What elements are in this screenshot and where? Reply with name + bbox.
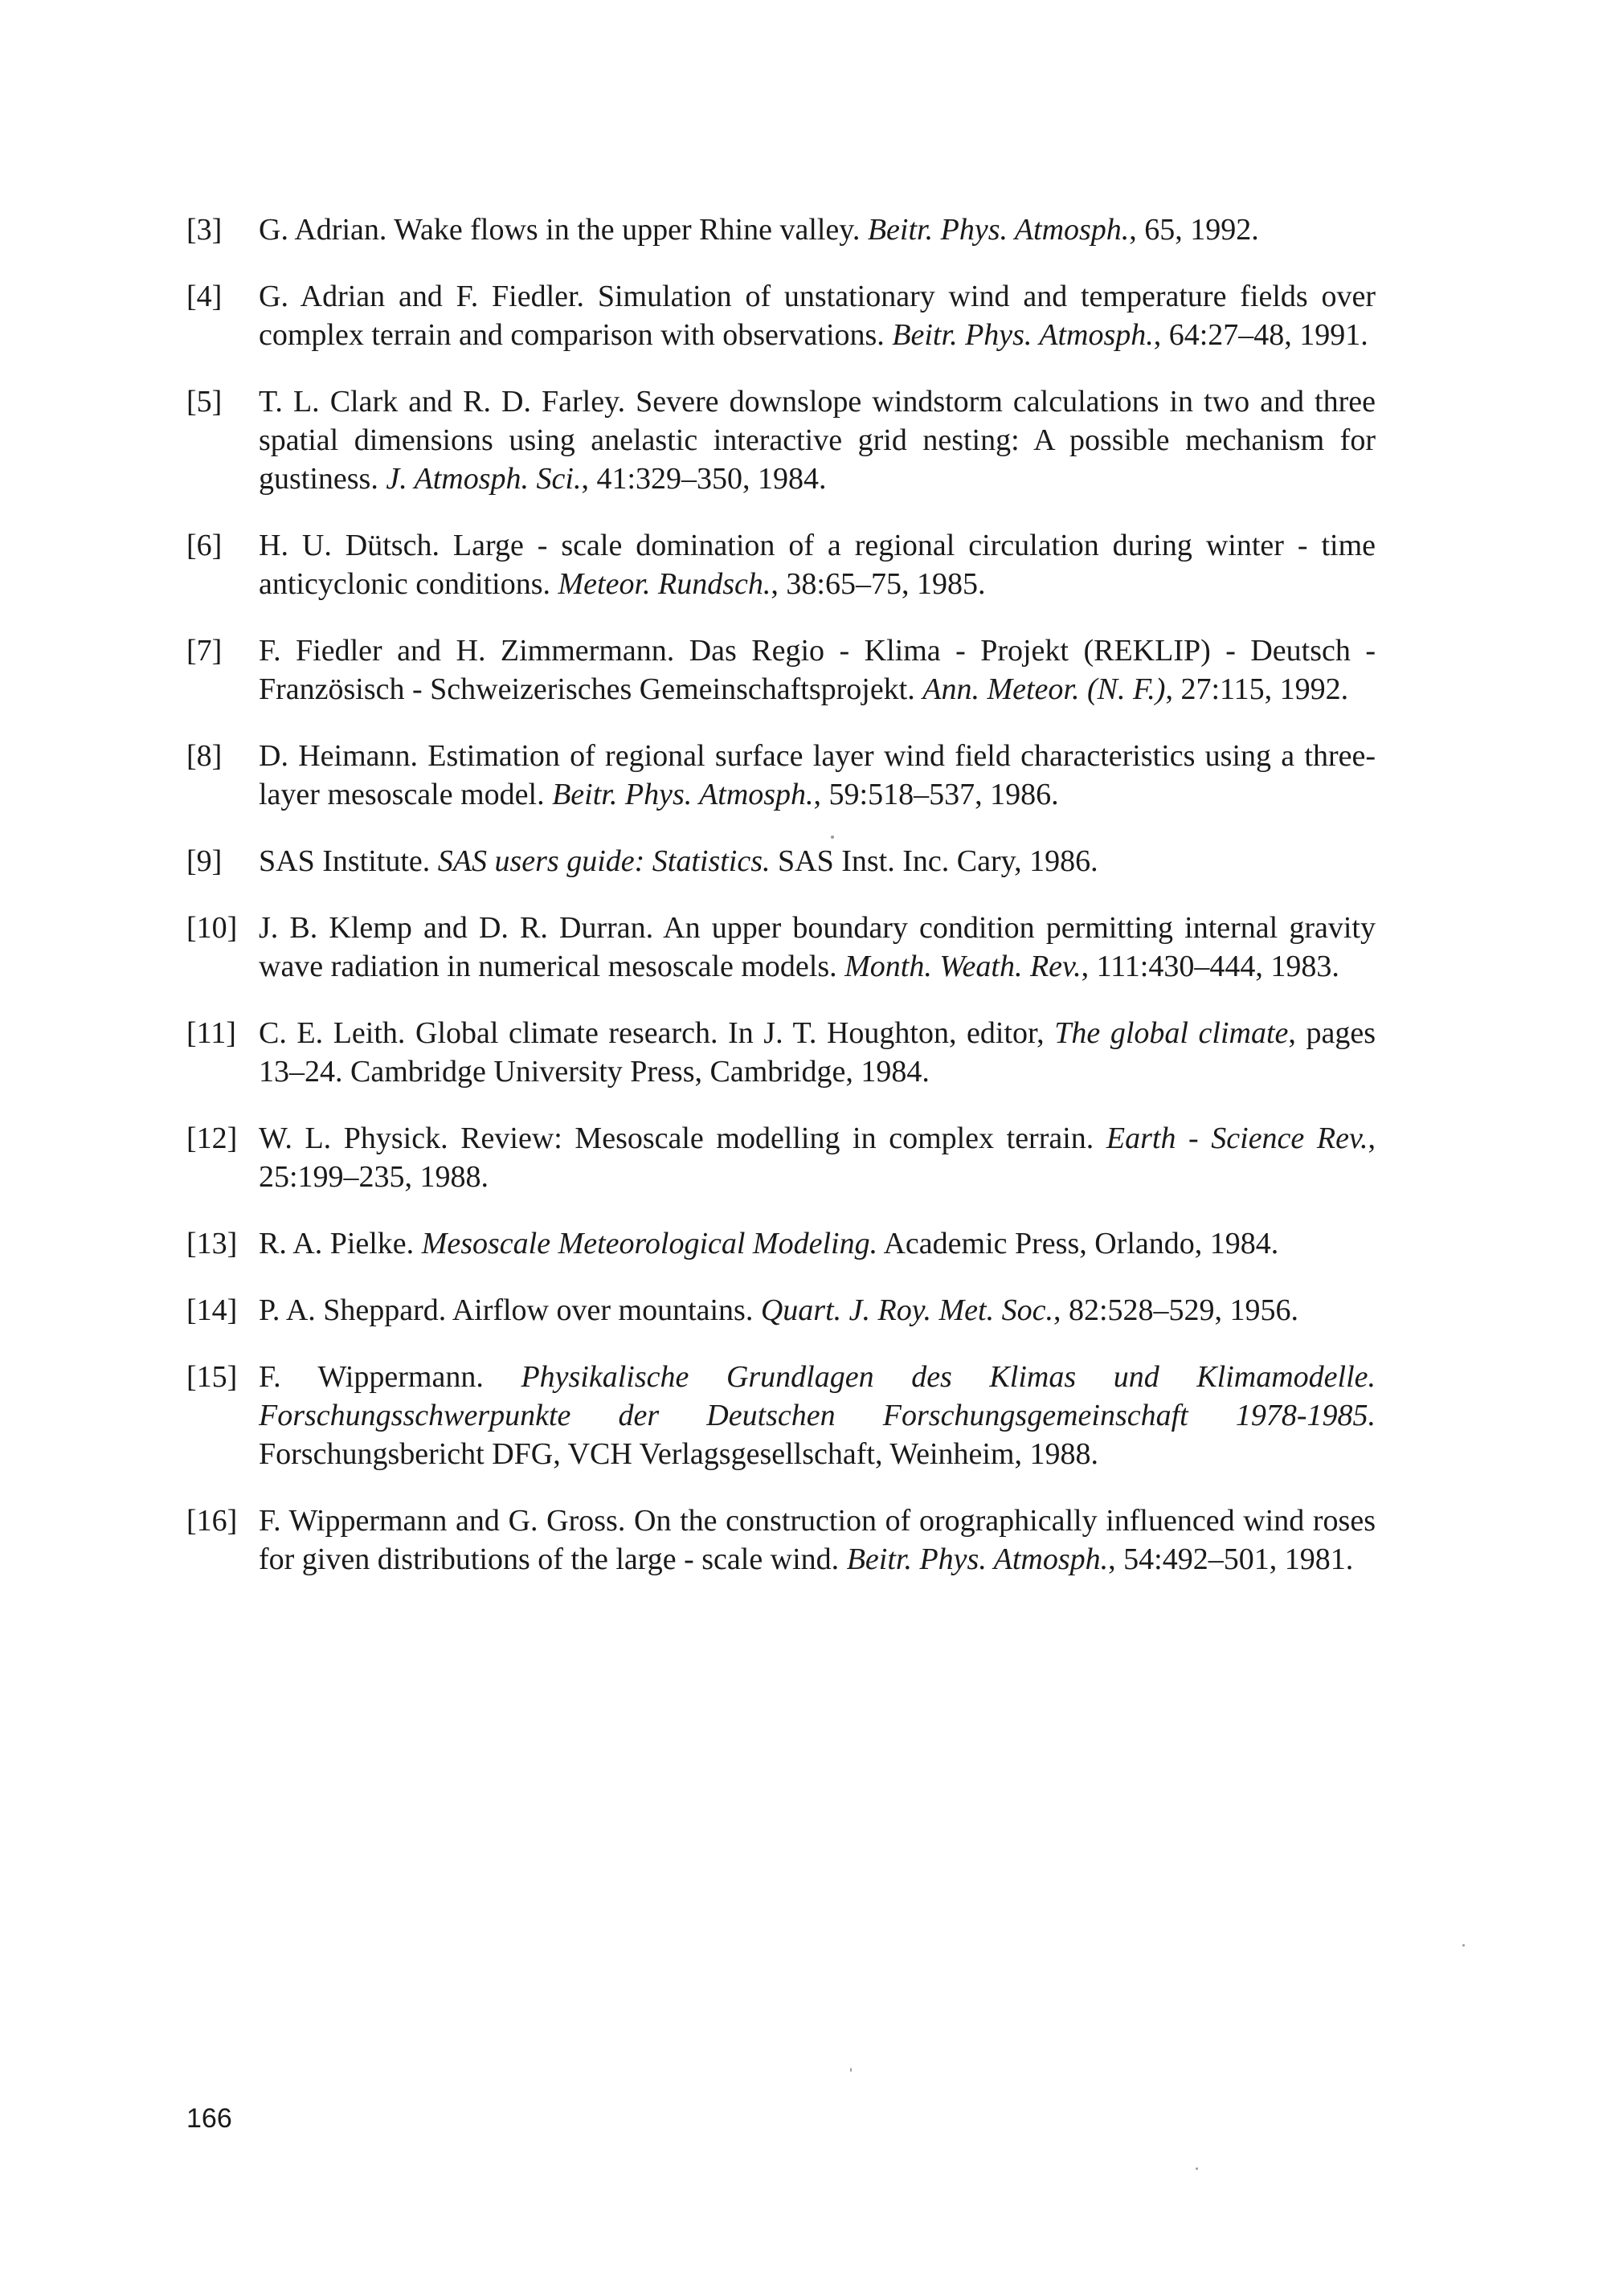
reference-segment: , 111:430–444, 1983. <box>1081 950 1339 983</box>
reference-segment: F. Fiedler and H. Zimmermann. Das Regio - Klima - Projekt (REKLIP) - Deutsch - Französisch - Schweizerisches Gemeinschaftsprojekt. <box>259 634 1376 706</box>
reference-label: [14] <box>186 1293 238 1327</box>
reference-entry <box>186 1224 1376 1263</box>
reference-text <box>259 909 1376 986</box>
reference-segment: Academic Press, Orlando, 1984. <box>877 1227 1279 1260</box>
reference-label: [10] <box>186 911 238 945</box>
reference-italic-segment: Ann. Meteor. (N. F.) <box>922 672 1166 706</box>
reference-label: [5] <box>186 385 223 419</box>
scan-speck <box>831 835 834 839</box>
reference-segment: , 82:528–529, 1956. <box>1053 1293 1299 1327</box>
scan-speck <box>1462 1944 1465 1947</box>
reference-label: [9] <box>186 844 223 878</box>
reference-entry <box>186 1501 1376 1579</box>
reference-italic-segment: Beitr. Phys. Atmosph. <box>892 318 1154 352</box>
reference-entry <box>186 737 1376 814</box>
reference-text <box>259 1358 1376 1473</box>
reference-italic-segment: Meteor. Rundsch. <box>558 567 771 601</box>
reference-segment: Forschungsbericht DFG, VCH Verlagsgesellschaft, Weinheim, 1988. <box>259 1437 1098 1471</box>
reference-segment: , 25:199–235, 1988. <box>259 1121 1376 1194</box>
reference-label: [4] <box>186 280 223 313</box>
reference-entry <box>186 1291 1376 1330</box>
reference-label: [8] <box>186 739 223 773</box>
reference-segment: , 65, 1992. <box>1129 213 1259 247</box>
reference-segment: P. A. Sheppard. Airflow over mountains. <box>259 1293 761 1327</box>
reference-segment: , 54:492–501, 1981. <box>1108 1542 1354 1576</box>
reference-label: [3] <box>186 213 223 247</box>
reference-label: [6] <box>186 529 223 562</box>
reference-text <box>259 1291 1376 1330</box>
reference-text <box>259 382 1376 498</box>
reference-label: [11] <box>186 1016 236 1050</box>
reference-italic-segment: SAS users guide: Statistics. <box>437 844 771 878</box>
reference-segment: T. L. Clark and R. D. Farley. Severe downslope windstorm calculations in two and three spatial dimensions using anelastic interactive grid nesting: A possible mechanism for gustiness. <box>259 385 1376 496</box>
reference-italic-segment: J. Atmosph. Sci. <box>386 462 582 496</box>
reference-text <box>259 737 1376 814</box>
reference-segment: R. A. Pielke. <box>259 1227 422 1260</box>
reference-text <box>259 526 1376 603</box>
reference-entry <box>186 1119 1376 1196</box>
reference-italic-segment: Month. Weath. Rev. <box>844 950 1082 983</box>
reference-text <box>259 1501 1376 1579</box>
reference-text <box>259 210 1376 249</box>
reference-text <box>259 277 1376 354</box>
reference-italic-segment: Beitr. Phys. Atmosph. <box>846 1542 1109 1576</box>
reference-segment: SAS Inst. Inc. Cary, 1986. <box>770 844 1098 878</box>
reference-label: [7] <box>186 634 223 668</box>
reference-italic-segment: Earth - Science Rev. <box>1106 1121 1368 1155</box>
reference-segment: SAS Institute. <box>259 844 438 878</box>
page-number: 166 <box>186 2103 232 2134</box>
reference-entry <box>186 210 1376 249</box>
reference-text <box>259 1119 1376 1196</box>
reference-italic-segment: Mesoscale Meteorological Modeling. <box>421 1227 878 1260</box>
scan-speck <box>1196 2167 1198 2170</box>
reference-text <box>259 631 1376 709</box>
reference-entry <box>186 631 1376 709</box>
reference-segment: , 41:329–350, 1984. <box>581 462 827 496</box>
reference-italic-segment: Quart. J. Roy. Met. Soc. <box>760 1293 1053 1327</box>
reference-entry <box>186 1014 1376 1091</box>
reference-segment: C. E. Leith. Global climate research. In J. T. Houghton, editor, <box>259 1016 1055 1050</box>
reference-list <box>186 210 1376 1607</box>
reference-segment: , 27:115, 1992. <box>1165 672 1349 706</box>
reference-segment: G. Adrian. Wake flows in the upper Rhine valley. <box>259 213 868 247</box>
reference-entry <box>186 1358 1376 1473</box>
reference-segment: F. Wippermann and G. Gross. On the construction of orographically influenced wind roses for given distributions of the large - scale wind. <box>259 1504 1376 1576</box>
scan-speck <box>850 2068 852 2072</box>
reference-italic-segment: Beitr. Phys. Atmosph. <box>552 778 814 811</box>
reference-entry <box>186 526 1376 603</box>
reference-segment: F. Wippermann. <box>259 1360 521 1394</box>
reference-segment: , 59:518–537, 1986. <box>813 778 1059 811</box>
reference-entry <box>186 909 1376 986</box>
reference-segment: J. B. Klemp and D. R. Durran. An upper boundary condition permitting internal gravity wave radiation in numerical mesoscale models. <box>259 911 1376 983</box>
reference-entry <box>186 277 1376 354</box>
reference-segment: G. Adrian and F. Fiedler. Simulation of unstationary wind and temperature fields over complex terrain and comparison with observations. <box>259 280 1376 352</box>
reference-segment: , pages 13–24. Cambridge University Press, Cambridge, 1984. <box>259 1016 1376 1089</box>
reference-italic-segment: Physikalische Grundlagen des Klimas und Klimamodelle. Forschungsschwerpunkte der Deutschen Forschungsgemeinschaft 1978-1985. <box>259 1360 1376 1432</box>
reference-entry <box>186 382 1376 498</box>
reference-label: [16] <box>186 1504 238 1538</box>
reference-text <box>259 1014 1376 1091</box>
reference-text <box>259 842 1376 880</box>
reference-segment: H. U. Dütsch. Large - scale domination of a regional circulation during winter - time anticyclonic conditions. <box>259 529 1376 601</box>
reference-label: [13] <box>186 1227 238 1260</box>
reference-segment: D. Heimann. Estimation of regional surface layer wind field characteristics using a three-layer mesoscale model. <box>259 739 1376 811</box>
reference-label: [12] <box>186 1121 238 1155</box>
reference-segment: , 38:65–75, 1985. <box>771 567 986 601</box>
reference-text <box>259 1224 1376 1263</box>
reference-label: [15] <box>186 1360 238 1394</box>
reference-italic-segment: Beitr. Phys. Atmosph. <box>867 213 1130 247</box>
reference-italic-segment: The global climate <box>1054 1016 1289 1050</box>
reference-segment: , 64:27–48, 1991. <box>1153 318 1368 352</box>
reference-entry <box>186 842 1376 880</box>
reference-segment: W. L. Physick. Review: Mesoscale modelling in complex terrain. <box>259 1121 1106 1155</box>
